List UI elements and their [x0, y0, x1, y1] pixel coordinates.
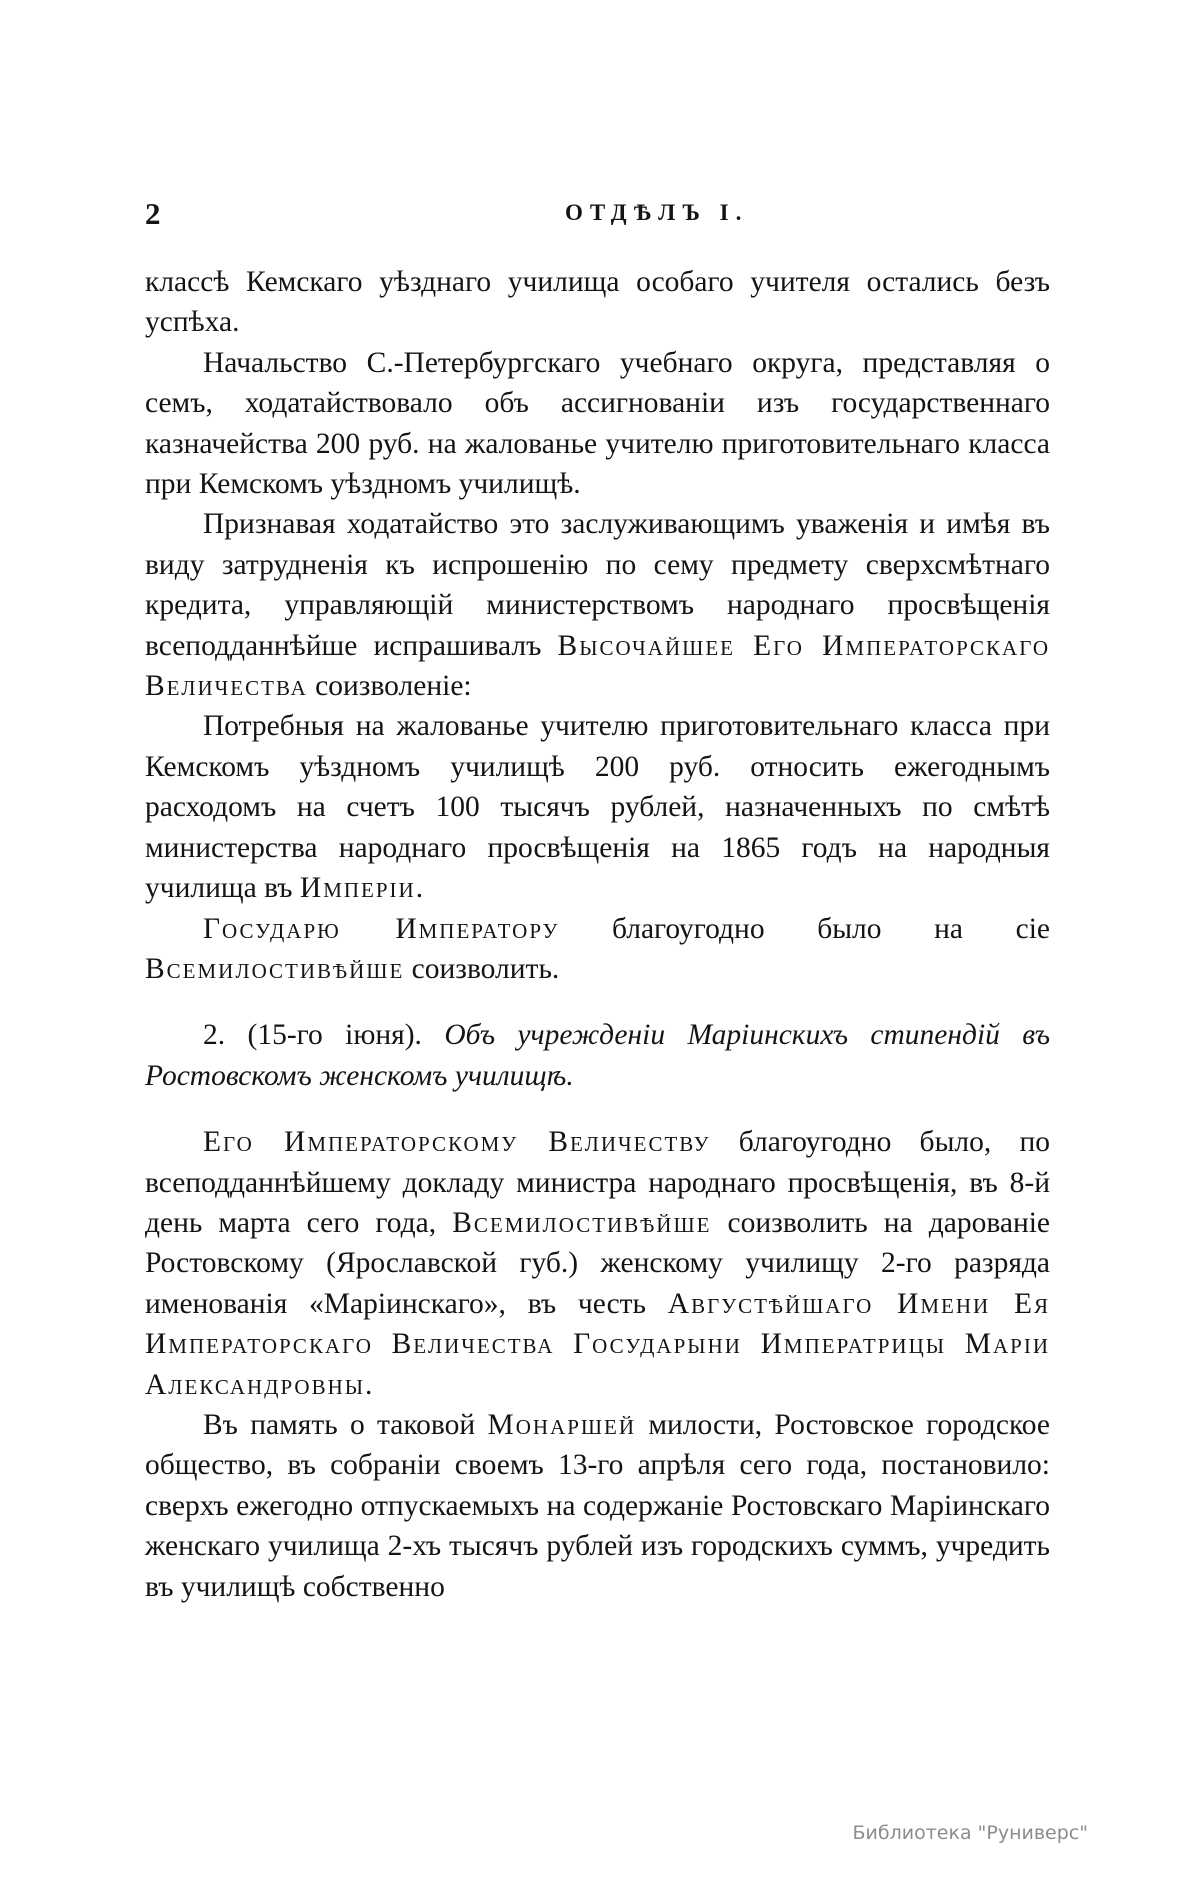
library-watermark: Библиотека "Руниверс": [852, 1822, 1088, 1844]
honorific: Монаршей: [487, 1408, 637, 1441]
honorific: Августѣйшаго Имени Ея Императорскаго Величества Государыни Императрицы Марiи Александровны.: [145, 1287, 1051, 1401]
section-title: ОТДѢЛЪ I.: [565, 200, 749, 225]
honorific: Всемилостивѣйше: [145, 952, 405, 985]
paragraph-5: Государю Императору благоугодно было на сiе Всемилостивѣйше соизволить.: [145, 912, 1050, 985]
honorific: Имперiи.: [299, 872, 426, 905]
section-heading: [145, 1015, 1050, 1096]
page-number: 2: [145, 196, 162, 231]
honorific: Высочайшее Его Императорскаго Величества: [145, 629, 1050, 703]
section-heading-title: Объ учрежденiи Марiинскихъ стипендiй въ Ростовскомъ женскомъ училищѣ.: [145, 1019, 1051, 1092]
body-text: [145, 262, 1050, 1607]
honorific: Всемилостивѣйше: [452, 1206, 712, 1239]
page-header: [145, 196, 1045, 236]
honorific: Его Императорскому Величеству: [203, 1126, 711, 1159]
paragraph-2: Начальство С.-Петербургскаго учебнаго округа, представляя о семъ, ходатайствовало объ ассигнованiи изъ государственнаго казначейства 200 руб. на жалованье учителю приготовительнаго класса при Кемскомъ уѣздномъ училищѣ.: [145, 346, 1050, 501]
paragraph-7: Его Императорскому Величеству благоугодно было, по всеподданнѣйшему докладу министра народнаго просвѣщенiя, въ 8-й день марта сего года, Всемилостивѣйше соизволить на дарованiе Ростовскому (Ярославской губ.) женскому училищу 2-го разряда именованiя «Марiинскаго», въ честь Августѣйшаго Имени Ея Императорскаго Величества Государыни Императрицы Марiи Александровны.: [145, 1126, 1051, 1401]
paragraph-3: Признавая ходатайство это заслуживающимъ уваженiя и имѣя въ виду затрудненiя къ испрошенiю по сему предмету сверхсмѣтнаго кредита, управляющiй министерствомъ народнаго просвѣщенiя всеподданнѣйше испрашивалъ Высочайшее Его Императорскаго Величества соизволенiе:: [145, 508, 1050, 703]
section-number: 2. (15-го iюня).: [203, 1019, 422, 1052]
paragraph-4-decree: Потребныя на жалованье учителю приготовительнаго класса при Кемскомъ уѣздномъ училищѣ 200 руб. относить ежегоднымъ расходомъ на счетъ 100 тысячъ рублей, назначенныхъ по смѣтѣ министерства народнаго просвѣщенiя на 1865 годъ на народныя училища въ Имперiи.: [145, 710, 1050, 905]
paragraph-8: Въ память о таковой Монаршей милости, Ростовское городское общество, въ собранiи своемъ 13-го апрѣля сего года, постановило: сверхъ ежегодно отпускаемыхъ на содержанiе Ростовскаго Марiинскаго женскаго училища 2-хъ тысячъ рублей изъ городскихъ суммъ, учредить въ училищѣ собственно: [145, 1408, 1051, 1603]
honorific: Государю Императору: [203, 912, 560, 945]
paragraph-1: классѣ Кемскаго уѣзднаго училища особаго учителя остались безъ успѣха.: [145, 266, 1050, 339]
